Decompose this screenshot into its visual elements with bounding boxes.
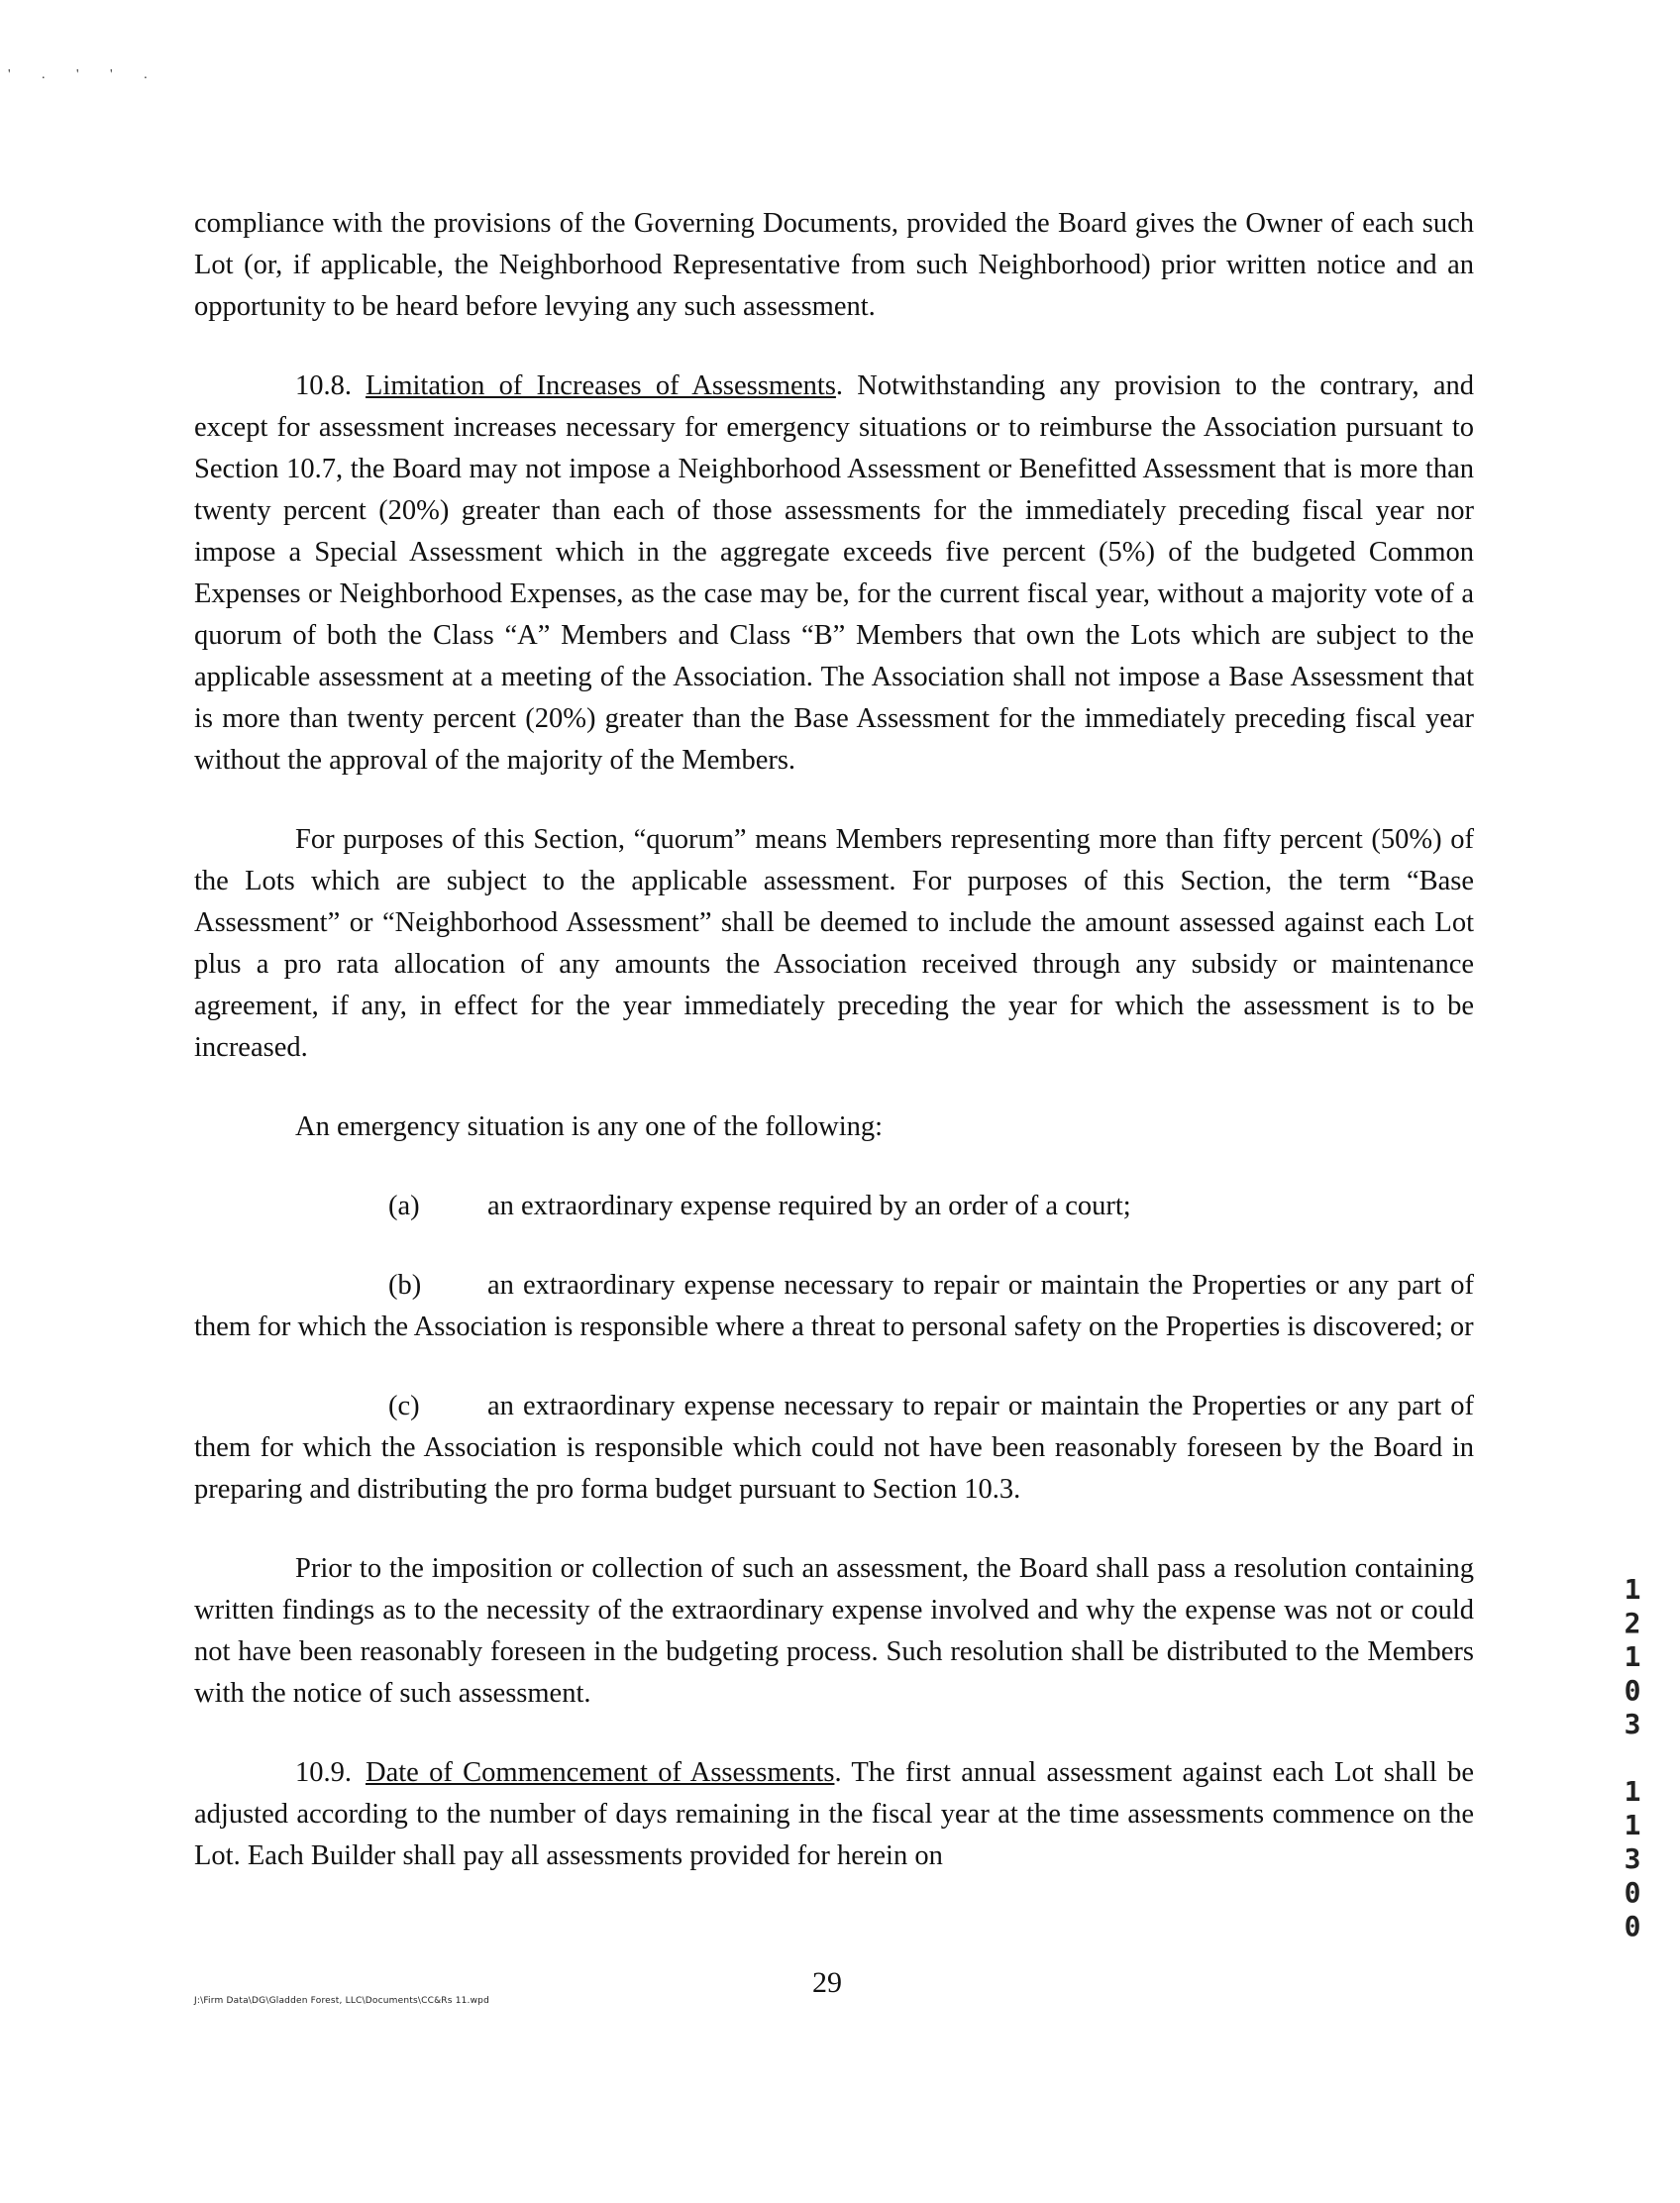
list-item-text: an extraordinary expense necessary to repair or maintain the Properties or any part of them for which the Association is responsible where a threat to personal safety on the Properties is discovered; or — [194, 1270, 1474, 1342]
stamp-digit: 0 — [1624, 1674, 1641, 1707]
section-10-9 — [194, 1752, 1474, 1877]
stamp-digit: 0 — [1624, 1910, 1641, 1942]
list-item-label: (b) — [388, 1270, 422, 1301]
list-item-label: (c) — [388, 1391, 420, 1421]
footer-file-path: J:\Firm Data\DG\Gladden Forest, LLC\Documents\CC&Rs 11.wpd — [194, 1996, 490, 2006]
recording-stamp-bottom — [1621, 1775, 1644, 1943]
paragraph-quorum: For purposes of this Section, “quorum” means Members representing more than fifty percent (50%) of the Lots which are subject to the applicable assessment. For purposes of this Section, the term “Base Assessment” or “Neighborhood Assessment” shall be deemed to include the amount assessed against each Lot plus a pro rata allocation of any amounts the Association received through any subsidy or maintenance agreement, if any, in effect for the year immediately preceding the year for which the assessment is to be increased. — [194, 824, 1474, 1063]
list-item-c — [194, 1386, 1474, 1511]
paragraph-emergency-intro: An emergency situation is any one of the following: — [295, 1111, 884, 1142]
stamp-digit: 2 — [1624, 1607, 1641, 1639]
section-text: . Notwithstanding any provision to the contrary, and except for assessment increases necessary for emergency situations or to reimburse the Association pursuant to Section 10.7, the Board may not impose a Neighborhood Assessment or Benefitted Assessment that is more than twenty percent (20%) greater than each of those assessments for the immediately preceding fiscal year nor impose a Special Assessment which in the aggregate exceeds five percent (5%) of the budgeted Common Expenses or Neighborhood Expenses, as the case may be, for the current fiscal year, without a majority vote of a quorum of both the Class “A” Members and Class “B” Members that own the Lots which are subject to the applicable assessment at a meeting of the Association. The Association shall not impose a Base Assessment that is more than twenty percent (20%) greater than the Base Assessment for the immediately preceding fiscal year without the approval of the majority of the Members. — [194, 370, 1474, 776]
stamp-digit: 1 — [1624, 1809, 1641, 1841]
stamp-digit: 3 — [1624, 1708, 1641, 1740]
page-number: 29 — [812, 1966, 842, 1999]
list-item-text: an extraordinary expense required by an order of a court; — [487, 1191, 1131, 1221]
section-number: 10.8. — [295, 370, 352, 401]
section-10-8 — [194, 366, 1474, 782]
stamp-digit: 1 — [1624, 1775, 1641, 1808]
list-item-b — [194, 1265, 1474, 1348]
recording-stamp-top — [1621, 1573, 1644, 1741]
document-body — [194, 203, 1474, 1915]
stamp-digit: 1 — [1624, 1573, 1641, 1606]
section-title: Limitation of Increases of Assessments — [366, 370, 836, 401]
paragraph-continuation: compliance with the provisions of the Governing Documents, provided the Board gives the Owner of each such Lot (or, if applicable, the Neighborhood Representative from such Neighborhood) prior written notice and an opportunity to be heard before levying any such assessment. — [194, 208, 1474, 322]
section-title: Date of Commencement of Assessments — [366, 1757, 835, 1788]
stamp-digit: 3 — [1624, 1842, 1641, 1875]
paragraph-resolution: Prior to the imposition or collection of such an assessment, the Board shall pass a resolution containing written findings as to the necessity of the extraordinary expense involved and why the expense was not or could not have been reasonably foreseen in the budgeting process. Such resolution shall be distributed to the Members with the notice of such assessment. — [194, 1553, 1474, 1709]
emergency-list — [194, 1186, 1474, 1511]
section-number: 10.9. — [295, 1757, 352, 1788]
stamp-digit: 0 — [1624, 1876, 1641, 1909]
list-item-label: (a) — [388, 1191, 420, 1221]
list-item-a — [194, 1186, 1474, 1227]
list-item-text: an extraordinary expense necessary to repair or maintain the Properties or any part of them for which the Association is responsible which could not have been reasonably foreseen by the Board in preparing and distributing the pro forma budget pursuant to Section 10.3. — [194, 1391, 1474, 1505]
section-text: . The first annual assessment against each Lot shall be adjusted according to the number of days remaining in the fiscal year at the time assessments commence on the Lot. Each Builder shall pay all assessments provided for herein on — [194, 1757, 1474, 1871]
stamp-digit: 1 — [1624, 1640, 1641, 1673]
scan-specks: ' . ' ' . — [8, 67, 161, 82]
